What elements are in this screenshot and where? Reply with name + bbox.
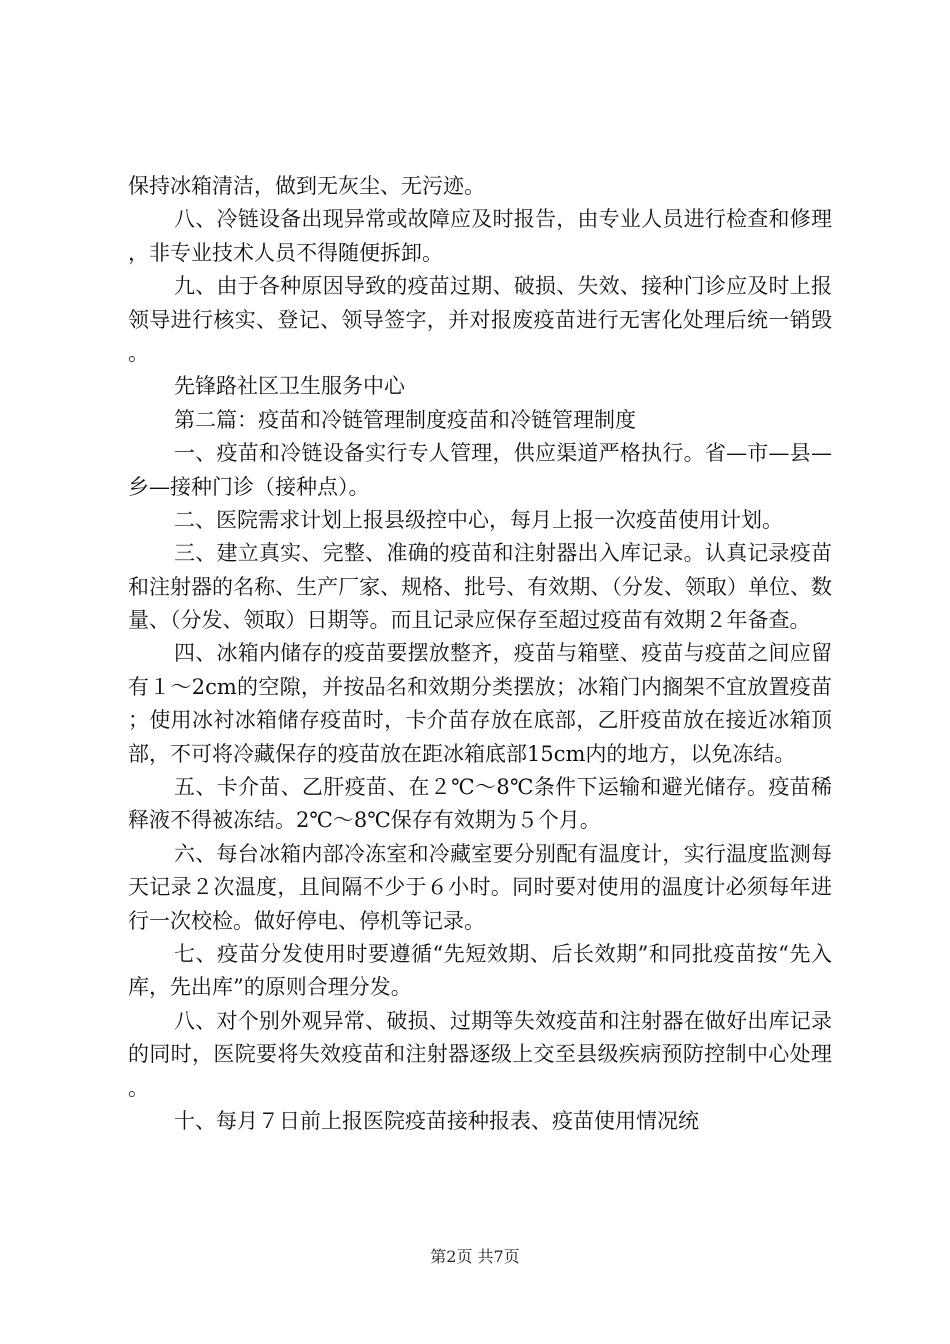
page-number-label: 第2页 共7页 [430, 1247, 520, 1266]
paragraph: 四、冰箱内储存的疫苗要摆放整齐，疫苗与箱壁、疫苗与疫苗之间应留有１～2cm的空隙，并按品名和效期分类摆放；冰箱门内搁架不宜放置疫苗；使用冰衬冰箱储存疫苗时，卡介苗存放在底部，乙肝疫苗放在接近冰箱顶部，不可将冷藏保存的疫苗放在距冰箱底部15cm内的地方，以免冻结。 [128, 641, 832, 766]
document-body [128, 170, 832, 1138]
page-footer [0, 1244, 950, 1267]
organization-name: 先锋路社区卫生服务中心 [174, 374, 405, 399]
paragraph: 七、疫苗分发使用时要遵循“先短效期、后长效期”和同批疫苗按“先入库，先出库”的原则合理分发。 [128, 941, 832, 1000]
paragraph: 三、建立真实、完整、准确的疫苗和注射器出入库记录。认真记录疫苗和注射器的名称、生产厂家、规格、批号、有效期、（分发、领取）单位、数量、（分发、领取）日期等。而且记录应保存至超过疫苗有效期２年备查。 [128, 541, 832, 633]
paragraph: 八、对个别外观异常、破损、过期等失效疫苗和注射器在做好出库记录的同时，医院要将失效疫苗和注射器逐级上交至县级疾病预防控制中心处理。 [128, 1008, 832, 1100]
paragraph: 八、冷链设备出现异常或故障应及时报告，由专业人员进行检查和修理，非专业技术人员不得随便拆卸。 [128, 207, 832, 265]
paragraph: 五、卡介苗、乙肝疫苗、在２℃～8℃条件下运输和避光储存。疫苗稀释液不得被冻结。2℃～8℃保存有效期为５个月。 [128, 775, 832, 833]
paragraph: 一、疫苗和冷链设备实行专人管理，供应渠道严格执行。省—市—县—乡—接种门诊（接种点）。 [128, 441, 832, 499]
paragraph: 保持冰箱清洁，做到无灰尘、无污迹。 [128, 174, 485, 198]
paragraph: 九、由于各种原因导致的疫苗过期、破损、失效、接种门诊应及时上报领导进行核实、登记、领导签字，并对报废疫苗进行无害化处理后统一销毁。 [128, 274, 832, 365]
paragraph: 十、每月７日前上报医院疫苗接种报表、疫苗使用情况统 [174, 1108, 699, 1133]
section-heading: 第二篇：疫苗和冷链管理制度疫苗和冷链管理制度 [174, 407, 636, 432]
paragraph: 二、医院需求计划上报县级控中心，每月上报一次疫苗使用计划。 [174, 507, 783, 532]
paragraph: 六、每台冰箱内部冷冻室和冷藏室要分别配有温度计，实行温度监测每天记录２次温度，且间隔不少于６小时。同时要对使用的温度计必须每年进行一次校检。做好停电、停机等记录。 [128, 841, 832, 933]
